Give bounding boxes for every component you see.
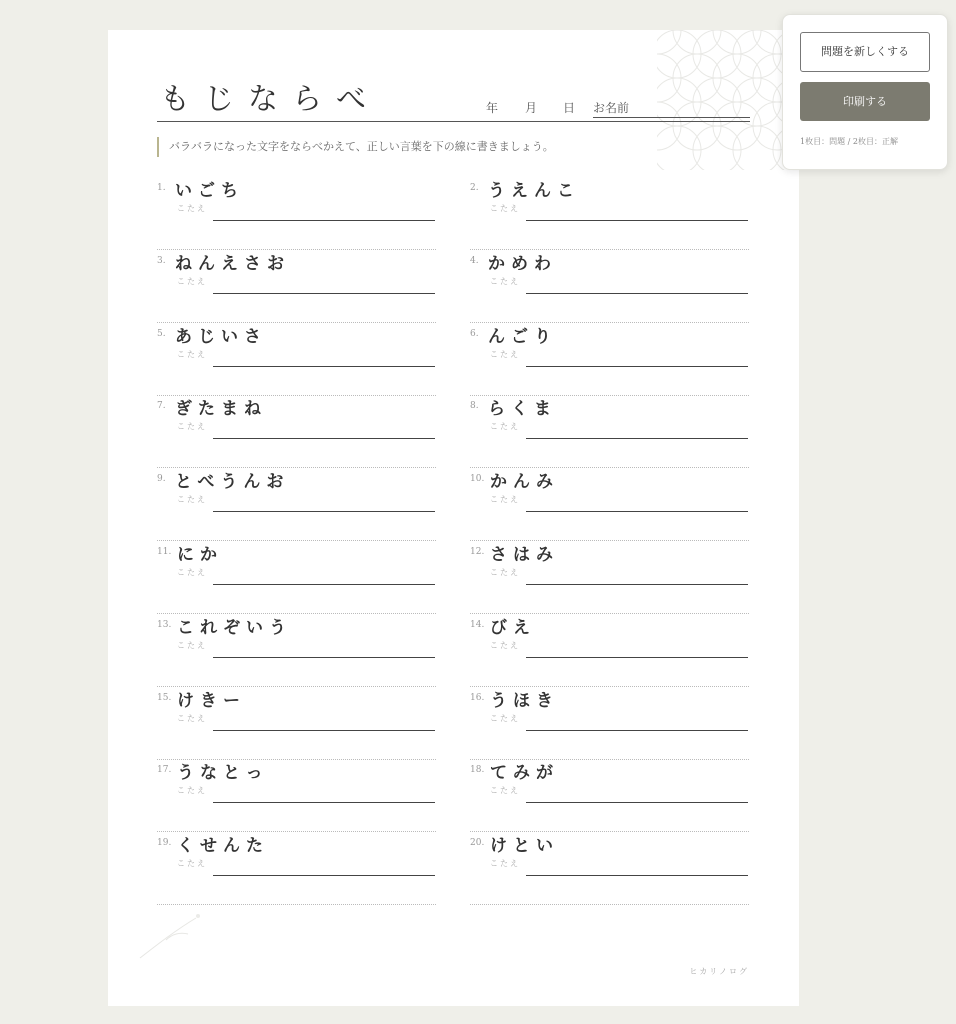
problem-item	[470, 176, 749, 250]
problem-item	[470, 686, 749, 760]
problem-number: 18.	[470, 765, 485, 775]
answer-line[interactable]	[213, 511, 435, 512]
answer-label: こたえ	[490, 204, 520, 213]
problem-number: 7.	[157, 401, 166, 411]
problem-number: 17.	[157, 765, 172, 775]
problem-item	[157, 394, 436, 468]
scrambled-word: にか	[177, 545, 223, 565]
problem-item	[470, 758, 749, 832]
answer-label: こたえ	[177, 568, 207, 577]
problem-number: 12.	[470, 547, 485, 557]
scrambled-word: うなとっ	[177, 763, 269, 783]
month-label: 月	[525, 101, 538, 115]
answer-line[interactable]	[526, 366, 748, 367]
year-label: 年	[486, 101, 499, 115]
answer-label: こたえ	[490, 495, 520, 504]
scrambled-word: びえ	[490, 618, 536, 638]
answer-line[interactable]	[213, 220, 435, 221]
worksheet-title: もじならべ	[160, 82, 380, 117]
answer-line[interactable]	[526, 730, 748, 731]
problem-item	[157, 322, 436, 396]
answer-line[interactable]	[526, 657, 748, 658]
scrambled-word: かんみ	[490, 472, 559, 492]
scrambled-word: かめわ	[488, 254, 557, 274]
problem-item	[157, 758, 436, 832]
scrambled-word: らくま	[488, 399, 557, 419]
scrambled-word: うほき	[490, 691, 559, 711]
answer-line[interactable]	[526, 438, 748, 439]
answer-line[interactable]	[526, 293, 748, 294]
answer-label: こたえ	[177, 786, 207, 795]
answer-label: こたえ	[490, 422, 520, 431]
scrambled-word: んごり	[488, 327, 557, 347]
problem-number: 10.	[470, 474, 485, 484]
problem-number: 11.	[157, 547, 172, 557]
answer-label: こたえ	[177, 495, 207, 504]
answer-line[interactable]	[213, 366, 435, 367]
brand-label: ヒカリノログ	[689, 967, 749, 976]
problem-number: 5.	[157, 329, 166, 339]
answer-label: こたえ	[177, 641, 207, 650]
problem-item	[470, 831, 749, 905]
instruction: バラバラになった文字をならべかえて、正しい言葉を下の線に書きましょう。	[157, 137, 554, 157]
answer-line[interactable]	[213, 875, 435, 876]
day-label: 日	[563, 101, 576, 115]
problem-number: 15.	[157, 693, 172, 703]
answer-label: こたえ	[177, 714, 207, 723]
problem-item	[157, 467, 436, 541]
scrambled-word: とべうんお	[175, 472, 290, 492]
problem-number: 19.	[157, 838, 172, 848]
problem-item	[470, 540, 749, 614]
problem-number: 16.	[470, 693, 485, 703]
scrambled-word: さはみ	[490, 545, 559, 565]
scrambled-word: てみが	[490, 763, 559, 783]
sprig-icon	[138, 900, 208, 960]
answer-label: こたえ	[490, 714, 520, 723]
problem-number: 20.	[470, 838, 485, 848]
problem-number: 13.	[157, 620, 172, 630]
answer-label: こたえ	[490, 277, 520, 286]
scrambled-word: ぎたまね	[175, 399, 267, 419]
answer-line[interactable]	[213, 730, 435, 731]
answer-line[interactable]	[213, 657, 435, 658]
problem-number: 9.	[157, 474, 166, 484]
answer-line[interactable]	[526, 584, 748, 585]
answer-line[interactable]	[526, 220, 748, 221]
scrambled-word: くせんた	[177, 836, 269, 856]
worksheet-sheet	[108, 30, 799, 1006]
scrambled-word: いごち	[175, 181, 244, 201]
scrambled-word: けきー	[177, 691, 246, 711]
answer-line[interactable]	[526, 875, 748, 876]
answer-label: こたえ	[490, 641, 520, 650]
print-button[interactable]: 印刷する	[800, 82, 930, 121]
problem-item	[157, 176, 436, 250]
answer-line[interactable]	[213, 293, 435, 294]
answer-label: こたえ	[177, 350, 207, 359]
answer-label: こたえ	[490, 859, 520, 868]
answer-line[interactable]	[213, 802, 435, 803]
problem-number: 8.	[470, 401, 479, 411]
scrambled-word: これぞいう	[177, 618, 292, 638]
problem-item	[157, 540, 436, 614]
problem-item	[157, 686, 436, 760]
answer-line[interactable]	[526, 511, 748, 512]
sheet-note: 1枚目：問題 / 2枚目：正解	[800, 137, 898, 146]
answer-line[interactable]	[213, 438, 435, 439]
control-panel	[782, 14, 948, 170]
problem-number: 3.	[157, 256, 166, 266]
answer-label: こたえ	[177, 859, 207, 868]
answer-label: こたえ	[177, 204, 207, 213]
title-divider	[157, 121, 750, 122]
problem-item	[157, 831, 436, 905]
problem-number: 1.	[157, 183, 166, 193]
scrambled-word: ねんえさお	[175, 254, 290, 274]
problem-number: 2.	[470, 183, 479, 193]
seigaiha-pattern-icon	[657, 30, 799, 170]
name-label: お名前	[593, 101, 630, 115]
answer-line[interactable]	[213, 584, 435, 585]
problem-item	[470, 467, 749, 541]
problem-number: 6.	[470, 329, 479, 339]
problem-item	[157, 249, 436, 323]
problem-item	[470, 394, 749, 468]
problem-item	[470, 322, 749, 396]
scrambled-word: けとい	[490, 836, 559, 856]
answer-label: こたえ	[490, 786, 520, 795]
problem-item	[470, 249, 749, 323]
problem-number: 4.	[470, 256, 479, 266]
problem-item	[470, 613, 749, 687]
scrambled-word: あじいさ	[175, 327, 267, 347]
answer-label: こたえ	[177, 422, 207, 431]
name-line	[593, 117, 750, 118]
problem-number: 14.	[470, 620, 485, 630]
new-problems-button[interactable]: 問題を新しくする	[800, 32, 930, 72]
answer-label: こたえ	[177, 277, 207, 286]
answer-label: こたえ	[490, 568, 520, 577]
answer-line[interactable]	[526, 802, 748, 803]
answer-label: こたえ	[490, 350, 520, 359]
problem-item	[157, 613, 436, 687]
scrambled-word: うえんこ	[488, 181, 580, 201]
